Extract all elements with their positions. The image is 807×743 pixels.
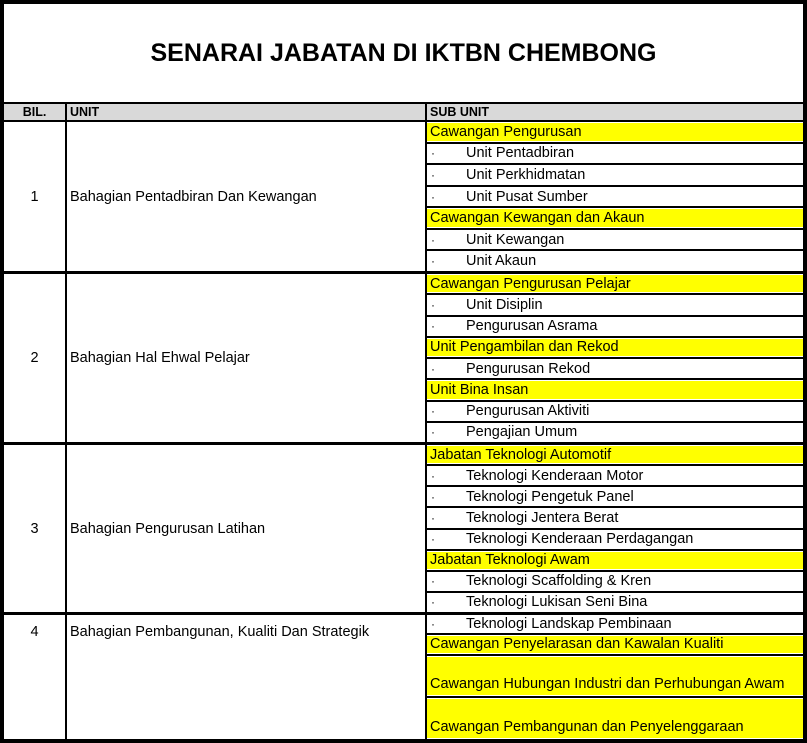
unit-name: Bahagian Pengurusan Latihan (67, 445, 427, 612)
bullet-icon: · (431, 146, 435, 161)
bullet-icon: · (431, 319, 435, 334)
bullet-icon: · (431, 532, 435, 547)
subunit-heading-row (427, 445, 803, 466)
subunit-label: Cawangan Kewangan dan Akaun (430, 210, 645, 227)
bullet-icon: · (431, 425, 435, 440)
bullet-icon: · (431, 468, 435, 483)
bullet-icon: · (431, 404, 435, 419)
bullet-icon: · (431, 232, 435, 247)
subunit-item-row (427, 402, 803, 423)
subunit-item-row (427, 508, 803, 529)
subunit-item-row (427, 230, 803, 252)
subunit-item-row (427, 593, 803, 612)
column-header-sub-unit: SUB UNIT (430, 105, 490, 119)
subunit-label: Unit Akaun (466, 253, 537, 270)
subunit-label: Jabatan Teknologi Awam (430, 552, 590, 569)
subunit-item-row (427, 615, 803, 635)
unit-name: Bahagian Pentadbiran Dan Kewangan (67, 122, 427, 271)
subunit-label: Cawangan Pengurusan Pelajar (430, 275, 631, 292)
subunit-item-row (427, 144, 803, 166)
subunit-label: Teknologi Lukisan Seni Bina (466, 594, 648, 611)
subunit-heading-row (427, 274, 803, 295)
subunit-heading-row (427, 656, 803, 699)
table-section-1 (4, 122, 803, 274)
bullet-icon: · (431, 595, 435, 610)
bullet-icon: · (431, 574, 435, 589)
subunit-label: Pengajian Umum (466, 424, 578, 441)
bullet-icon: · (431, 189, 435, 204)
subunit-label: Pengurusan Aktiviti (466, 403, 590, 420)
bil-number: 1 (4, 122, 67, 271)
table-header-row (4, 104, 803, 122)
subunit-label: Unit Pusat Sumber (466, 188, 588, 205)
subunit-item-row (427, 530, 803, 551)
subunit-label: Jabatan Teknologi Automotif (430, 446, 612, 463)
unit-name: Bahagian Hal Ehwal Pelajar (67, 274, 427, 442)
table-section-4 (4, 615, 803, 739)
subunit-list (427, 615, 803, 739)
bullet-icon: · (431, 510, 435, 525)
subunit-label: Teknologi Pengetuk Panel (466, 488, 634, 505)
subunit-label: Unit Pengambilan dan Rekod (430, 339, 619, 356)
subunit-item-row (427, 572, 803, 593)
page-title: SENARAI JABATAN DI IKTBN CHEMBONG (150, 38, 657, 67)
subunit-label: Teknologi Kenderaan Motor (466, 467, 644, 484)
table-title-row (4, 4, 803, 104)
subunit-heading-row (427, 208, 803, 230)
bullet-icon: · (431, 167, 435, 182)
column-header-bil: BIL. (4, 104, 67, 120)
subunit-heading-row (427, 635, 803, 655)
subunit-label: Teknologi Kenderaan Perdagangan (466, 531, 694, 548)
bullet-icon: · (431, 254, 435, 269)
unit-name: Bahagian Pembangunan, Kualiti Dan Strategik (67, 615, 427, 739)
subunit-label: Teknologi Jentera Berat (466, 509, 619, 526)
subunit-item-row (427, 423, 803, 442)
subunit-label: Cawangan Hubungan Industri dan Perhubungan Awam (430, 676, 785, 693)
subunit-label: Unit Bina Insan (430, 381, 529, 398)
table-section-2 (4, 274, 803, 445)
subunit-item-row (427, 359, 803, 380)
bil-number: 4 (4, 615, 67, 739)
subunit-item-row (427, 295, 803, 316)
subunit-label: Unit Kewangan (466, 231, 565, 248)
bullet-icon: · (431, 297, 435, 312)
subunit-item-row (427, 317, 803, 338)
subunit-label: Unit Perkhidmatan (466, 166, 586, 183)
subunit-label: Cawangan Pengurusan (430, 123, 582, 140)
subunit-label: Teknologi Scaffolding & Kren (466, 573, 652, 590)
subunit-label: Cawangan Penyelarasan dan Kawalan Kualiti (430, 636, 724, 653)
subunit-heading-row (427, 698, 803, 739)
subunit-label: Pengurusan Asrama (466, 318, 598, 335)
subunit-list (427, 122, 803, 271)
subunit-heading-row (427, 122, 803, 144)
column-header-unit: UNIT (67, 104, 427, 120)
subunit-heading-row (427, 380, 803, 401)
table-body (4, 122, 803, 739)
subunit-label: Cawangan Pembangunan dan Penyelenggaraan (430, 719, 744, 735)
subunit-label: Unit Disiplin (466, 296, 543, 313)
subunit-item-row (427, 466, 803, 487)
bil-number: 2 (4, 274, 67, 442)
subunit-heading-row (427, 338, 803, 359)
subunit-label: Teknologi Landskap Pembinaan (466, 616, 672, 633)
subunit-item-row (427, 487, 803, 508)
subunit-item-row (427, 187, 803, 209)
subunit-heading-row (427, 551, 803, 572)
table-section-3 (4, 445, 803, 615)
subunit-list (427, 445, 803, 612)
subunit-item-row (427, 251, 803, 271)
subunit-item-row (427, 165, 803, 187)
subunit-label: Unit Pentadbiran (466, 145, 575, 162)
bil-number: 3 (4, 445, 67, 612)
bullet-icon: · (431, 361, 435, 376)
subunit-label: Pengurusan Rekod (466, 360, 591, 377)
subunit-list (427, 274, 803, 442)
bullet-icon: · (431, 617, 435, 632)
bullet-icon: · (431, 489, 435, 504)
